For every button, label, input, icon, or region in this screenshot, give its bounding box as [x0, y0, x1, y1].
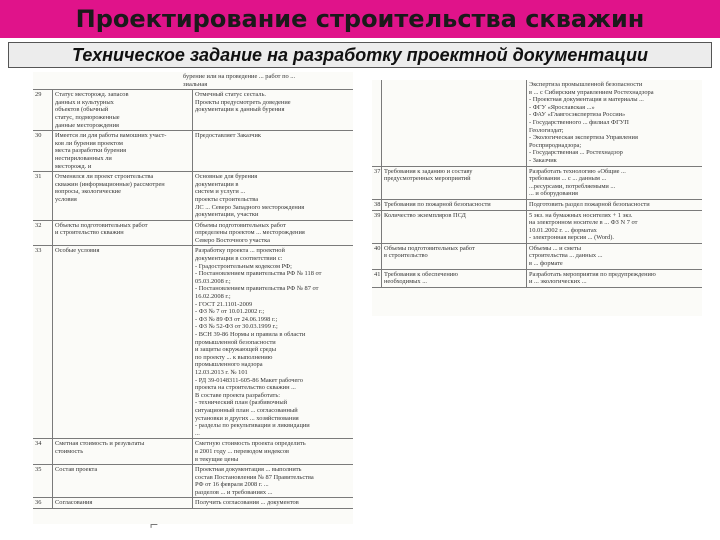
scan-mark-icon: ⌐: [150, 516, 159, 532]
text-line: Росприроднадзора;: [529, 141, 582, 149]
table-row: [372, 270, 702, 288]
text-line: Разработать технологию «Общие ...: [529, 167, 626, 175]
text-line: - ВСН 39-86 Нормы и правила в области: [195, 331, 306, 338]
text-line: статус, подмороженные: [55, 113, 120, 121]
text-line: 10.01.2002 г. ... форматах: [529, 226, 597, 234]
row-number: 29: [33, 90, 53, 130]
row-label: [382, 80, 527, 166]
table-row: [33, 498, 353, 509]
table-row: [372, 80, 702, 167]
slide-subtitle: [8, 42, 712, 68]
table-row: [372, 200, 702, 211]
scanned-document-right: [372, 80, 702, 316]
doc-header-row: [33, 72, 353, 90]
row-number: 34: [33, 439, 53, 464]
text-line: - ФАУ «Главгосэкспертиза России»: [529, 111, 626, 119]
text-line: Объемы подготовительных работ: [195, 221, 286, 229]
text-line: - Государственная ... Ростехнадзор: [529, 149, 623, 157]
text-line: стоимость: [55, 447, 84, 455]
text-line: документации, участки: [195, 211, 259, 219]
text-line: Отменялся ли проект строительства: [55, 173, 154, 181]
table-row: [372, 167, 702, 200]
text-line: 12.03.2013 г. № 101: [195, 368, 248, 376]
row-label: [53, 439, 193, 464]
text-line: ...: [195, 429, 200, 437]
text-line: разделов ... и требованиях ...: [195, 488, 273, 496]
row-label: [382, 200, 527, 210]
slide-title-text: Проектирование строительства скважин: [75, 5, 645, 33]
text-line: Геологиздат;: [529, 126, 564, 134]
text-line: ков ли бурения проектом: [55, 139, 123, 147]
row-value: [193, 465, 353, 497]
text-line: В составе проекта разработать:: [195, 391, 281, 399]
text-line: документации к данный бурения: [195, 106, 285, 114]
text-line: данные месторождения: [55, 121, 119, 129]
row-label: [382, 211, 527, 243]
text-line: зиальная: [183, 80, 208, 88]
text-line: вопросы, экологические: [55, 188, 121, 196]
text-line: систем и услуги ...: [195, 188, 246, 196]
row-value: [527, 200, 702, 210]
text-line: ЛС ... Северо Западного месторождения: [195, 203, 305, 211]
text-line: места разработки бурения: [55, 147, 127, 155]
row-number: 32: [33, 221, 53, 246]
row-number: 30: [33, 131, 53, 171]
text-line: ... и оборудования: [529, 190, 578, 198]
row-value: [193, 439, 353, 464]
text-line: документации в соответствии с:: [195, 255, 283, 263]
text-line: Состав проекта: [55, 466, 98, 474]
row-number: 31: [33, 172, 53, 220]
text-line: - разделы по рекультивации и ликвидации: [195, 422, 310, 430]
slide-subtitle-text: Техническое задание на разработку проектной документации: [72, 44, 648, 65]
text-line: данных и культурных: [55, 98, 114, 106]
text-line: - ФЗ № 89 ФЗ от 24.06.1998 г.;: [195, 315, 278, 323]
row-value: [527, 270, 702, 287]
text-line: требования ... с ... данным ...: [529, 175, 607, 183]
text-line: Экспертиза промышленной безопасности: [529, 81, 643, 88]
text-line: - Проектная документация и материалы ...: [529, 96, 644, 104]
text-line: 05.03.2008 г.;: [195, 277, 231, 285]
text-line: бурение или на проведение ... работ по ...: [183, 73, 296, 80]
text-line: Отмечный статус сесталь.: [195, 91, 267, 99]
row-label: [53, 498, 193, 508]
table-row: [33, 131, 353, 172]
row-number: 41: [372, 270, 382, 287]
text-line: скважин (информационные) рассмотрен: [55, 180, 165, 188]
text-line: - Государственного ... филиал ФГУП: [529, 118, 629, 126]
text-line: ...ресурсами, потребляемыми ...: [529, 182, 616, 190]
text-line: - ФГУ «Ярославская ...»: [529, 103, 595, 111]
row-label: [382, 167, 527, 199]
row-value: [527, 244, 702, 269]
row-label: [53, 465, 193, 497]
text-line: - Градостроительным кодексом РФ;: [195, 262, 292, 270]
text-line: проекта на строительство скважин ...: [195, 384, 296, 392]
text-line: Предоставляет Заказчик: [195, 132, 262, 140]
text-line: - ФЗ № 7 от 10.01.2002 г.;: [195, 308, 265, 316]
table-row: [33, 465, 353, 498]
text-line: Требования к заданию и составу: [384, 167, 473, 175]
text-line: в текущие цены: [195, 455, 239, 463]
text-line: - Постановлением правительства РФ № 118 от: [195, 270, 322, 278]
table-row: [33, 172, 353, 221]
text-line: промышленного надзора: [195, 361, 263, 369]
text-line: в ... с Сибирским управлением Ростехнадзора: [529, 88, 654, 96]
text-line: объектов (обычный: [55, 106, 109, 114]
row-label: [53, 90, 193, 130]
text-line: - Заказчик: [529, 156, 557, 164]
text-line: Сметная стоимость и результаты: [55, 440, 145, 448]
text-line: и защиты окружающей среды: [195, 346, 277, 354]
text-line: промышленной безопасности: [195, 338, 276, 346]
table-row: [33, 221, 353, 247]
text-line: Северо Восточного участка: [195, 236, 270, 244]
text-line: Статус месторожд. запасов: [55, 91, 129, 99]
text-line: Проектная документация ... выполнить: [195, 466, 302, 474]
text-line: установки и других ... хозяйствования: [195, 414, 299, 422]
text-line: Объемы подготовительных работ: [384, 244, 475, 252]
text-line: - РД 39-0148311-605-86 Макет рабочего: [195, 376, 303, 384]
row-label: [53, 172, 193, 220]
table-row: [33, 246, 353, 439]
row-number: 39: [372, 211, 382, 243]
text-line: на электронном носителе в ... ФЗ N 7 от: [529, 219, 638, 227]
text-line: Требования по пожарной безопасности: [384, 200, 491, 208]
row-value: [193, 172, 353, 220]
text-line: необходимых ...: [384, 278, 428, 286]
table-row: [33, 439, 353, 465]
row-label: [382, 270, 527, 287]
text-line: Объемы ... и сметы: [529, 244, 581, 252]
text-line: и ... экологических ...: [529, 278, 587, 286]
text-line: - ФЗ № 52-ФЗ от 30.03.1999 г.;: [195, 323, 278, 331]
row-number: 38: [374, 200, 381, 208]
text-line: в строительство: [384, 252, 428, 260]
row-value: [193, 221, 353, 246]
row-number: 33: [33, 246, 53, 438]
text-line: строительства ... данных ...: [529, 252, 603, 260]
row-number: [372, 80, 382, 166]
text-line: - технический план (разбивочный: [195, 399, 288, 407]
text-line: Количество экземпляров ПСД: [384, 211, 466, 219]
text-line: - Экологическая экспертиза Управления: [529, 134, 638, 142]
row-label: [53, 131, 193, 171]
row-label: [53, 246, 193, 438]
row-value: [193, 246, 353, 438]
row-label: [382, 244, 527, 269]
text-line: предусмотренных мероприятий: [384, 175, 471, 183]
row-value: [527, 80, 702, 166]
text-line: Сметную стоимость проекта определить: [195, 440, 306, 448]
text-line: - ГОСТ 21.1101-2009: [195, 300, 253, 308]
text-line: по проекту ... к выполнению: [195, 353, 273, 361]
slide-title: [0, 0, 720, 38]
row-number: 40: [372, 244, 382, 269]
text-line: и строительство скважин: [55, 229, 124, 237]
row-number: 36: [33, 498, 53, 508]
text-line: - Постановлением правительства РФ № 87 от: [195, 285, 319, 293]
table-row: [33, 90, 353, 131]
text-line: Имеется ли для работы вамошних участ-: [55, 132, 167, 140]
text-line: определены проектом ... месторождения: [195, 229, 305, 237]
text-line: в ... формате: [529, 260, 563, 268]
row-value: [527, 211, 702, 243]
text-line: документации в: [195, 180, 239, 188]
table-row: [372, 211, 702, 244]
text-line: состав Постановления № 87 Правительства: [195, 473, 314, 481]
text-line: 16.02.2008 г.;: [195, 293, 231, 301]
text-line: 5 экз. на бумажных носителях + 1 экз.: [529, 211, 633, 219]
row-number: 37: [372, 167, 382, 199]
text-line: Подготовить раздел пожарной безопасности: [529, 200, 650, 208]
text-line: - электронная версия ... (Word).: [529, 234, 614, 242]
text-line: Основные для бурения: [195, 173, 258, 181]
text-line: Особые условия: [55, 247, 100, 255]
row-value: [527, 167, 702, 199]
scanned-document-left: [33, 72, 353, 524]
text-line: проекты строительства: [195, 195, 259, 203]
text-line: условия: [55, 195, 77, 203]
row-label: [53, 221, 193, 246]
table-row: [372, 244, 702, 270]
text-line: месторожд. и: [55, 162, 92, 170]
text-line: Разработать мероприятия по предупреждению: [529, 270, 656, 278]
text-line: Разработку проекта ... проектной: [195, 247, 285, 255]
text-line: в 2001 году ... переводом индексов: [195, 447, 290, 455]
text-line: Согласования: [55, 499, 93, 507]
row-value: [193, 498, 353, 508]
doc-header-cell: [33, 72, 353, 89]
text-line: Получить согласования ... документов: [195, 499, 299, 507]
text-line: Требования к обеспечению: [384, 270, 458, 278]
text-line: РФ от 16 февраля 2008 г. ...: [195, 481, 269, 489]
row-value: [193, 90, 353, 130]
text-line: Объекты подготовительных работ: [55, 221, 148, 229]
text-line: ситуационный план ... согласованный: [195, 406, 298, 414]
row-value: [193, 131, 353, 171]
row-number: 35: [33, 465, 53, 497]
text-line: нестирилованных ли: [55, 154, 112, 162]
text-line: Проекты предусмотреть доведение: [195, 98, 291, 106]
